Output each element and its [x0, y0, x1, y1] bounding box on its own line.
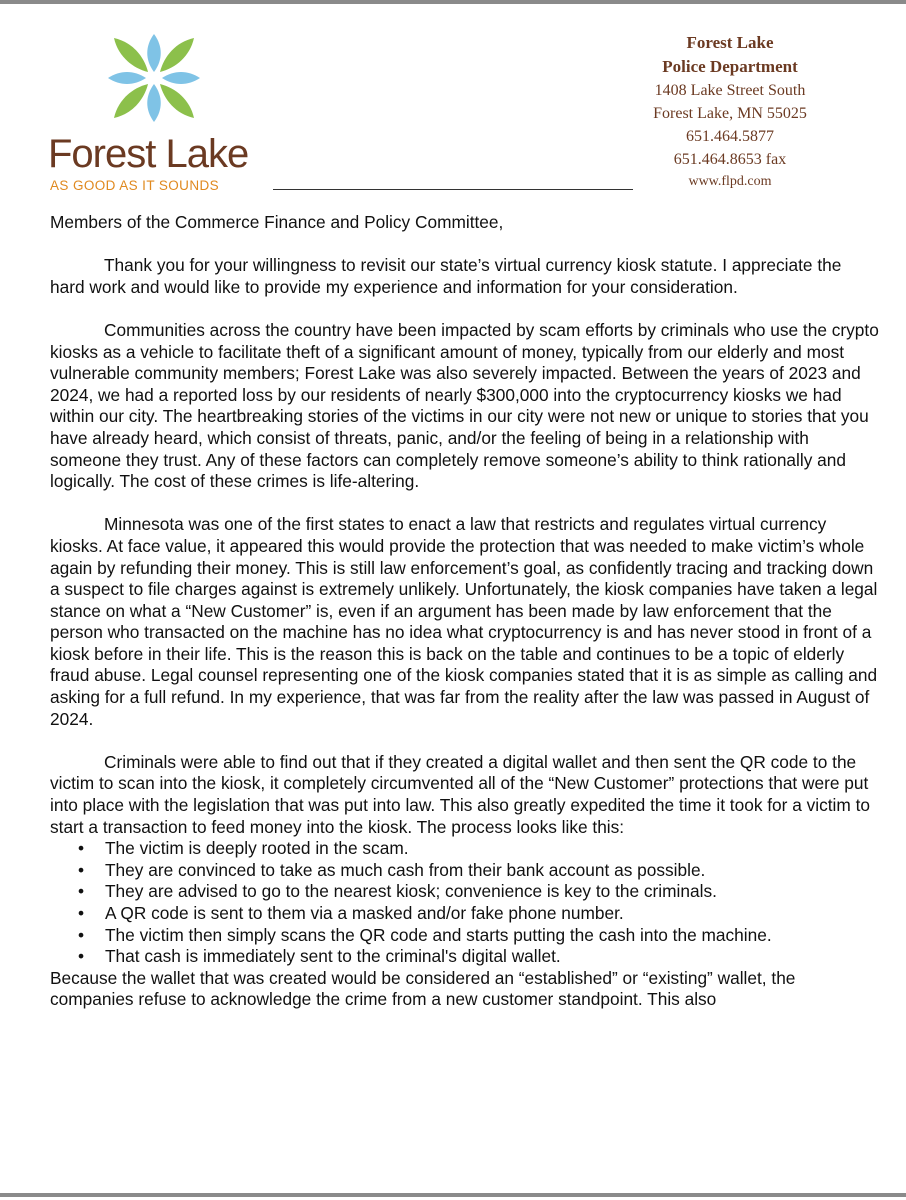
flower-icon — [84, 28, 224, 128]
bullet-icon: • — [78, 881, 85, 902]
list-item: • That cash is immediately sent to the criminal's digital wallet. — [78, 946, 561, 967]
website: www.flpd.com — [688, 174, 772, 189]
department-name: Police Department — [662, 57, 798, 76]
paragraph-5: Because the wallet that was created would be considered an “established” or “existing” wallet, the companies refuse to acknowledge the crime from a new customer standpoint. This also — [50, 967, 796, 1010]
city-state-zip: Forest Lake, MN 55025 — [653, 105, 807, 122]
header-divider — [273, 189, 633, 190]
bullet-icon: • — [78, 946, 85, 967]
salutation: Members of the Commerce Finance and Policy Committee, — [50, 212, 504, 232]
street-address: 1408 Lake Street South — [654, 82, 806, 99]
paragraph-2: Communities across the country have been impacted by scam efforts by criminals who use the crypto kiosks as a vehicle to facilitate theft of a significant amount of money, typically from our elderly and most vulnerable community members; Forest Lake was also severely impacted. Between the years of 2023 and 2024, we had a reported loss by our residents of nearly $300,000 into the cryptocurrency kiosks we had within our city. The heartbreaking stories of the victims in our city were not new or unique to stories that you have already heard, which consist of threats, panic, and/or the feeling of being in a relationship with someone they trust. Any of these factors can completely remove someone’s ability to think rationally and logically. The cost of these crimes is life-altering. — [50, 319, 879, 492]
list-item: • They are advised to go to the nearest kiosk; convenience is key to the criminals. — [78, 881, 717, 902]
paragraph-1: Thank you for your willingness to revisit our state’s virtual currency kiosk statute. I appreciate the hard work and would like to provide my experience and information for your consideration. — [50, 255, 842, 297]
phone-number: 651.464.5877 — [686, 128, 774, 145]
org-name: Forest Lake — [686, 33, 774, 52]
bullet-icon: • — [78, 903, 85, 923]
paragraph-4: Criminals were able to find out that if they created a digital wallet and then sent the QR code to the victim to scan into the kiosk, it completely circumvented all of the “New Customer” protections that were put into place with the legislation that was put into law. This also greatly expedited the time it took for a victim to start a transaction to feed money into the kiosk. The process looks like this: — [50, 751, 871, 837]
logo-wordmark: Forest Lake — [48, 132, 249, 176]
list-item: • The victim is deeply rooted in the scam. — [78, 838, 409, 859]
list-item: • They are convinced to take as much cash from their bank account as possible. — [78, 859, 706, 880]
paragraph-3: Minnesota was one of the first states to enact a law that restricts and regulates virtual currency kiosks. At face value, it appeared this would provide the protection that was needed to make victim’s whole again by refunding their money. This is still law enforcement’s goal, as confidently tracing and tracking down a suspect to file charges against is extremely unlikely. Unfortunately, the kiosk companies have taken a legal stance on what a “New Customer” is, even if an argument has been made by law enforcement that the person who transacted on the machine has no idea what cryptocurrency is and has never stood in front of a kiosk before in their life. This is the reason this is back on the table and continues to be a topic of elderly fraud abuse. Legal counsel representing one of the kiosk companies stated that it is as simple as calling and asking for a full refund. In my experience, that was far from the reality after the law was passed in August of 2024. — [50, 514, 878, 729]
forest-lake-logo — [44, 28, 264, 198]
process-list — [50, 838, 880, 968]
list-item: • The victim then simply scans the QR code and starts putting the cash into the machine. — [78, 924, 772, 945]
bullet-icon: • — [78, 859, 85, 880]
logo-tagline: AS GOOD AS IT SOUNDS — [50, 178, 220, 193]
top-border — [0, 0, 906, 4]
bottom-border — [0, 1193, 906, 1197]
fax-number: 651.464.8653 fax — [673, 151, 787, 168]
letter-body — [50, 212, 880, 1011]
bullet-icon: • — [78, 924, 85, 945]
list-item: • A QR code is sent to them via a masked and/or fake phone number. — [78, 903, 624, 923]
letterhead-address — [620, 31, 840, 193]
bullet-icon: • — [78, 838, 85, 859]
